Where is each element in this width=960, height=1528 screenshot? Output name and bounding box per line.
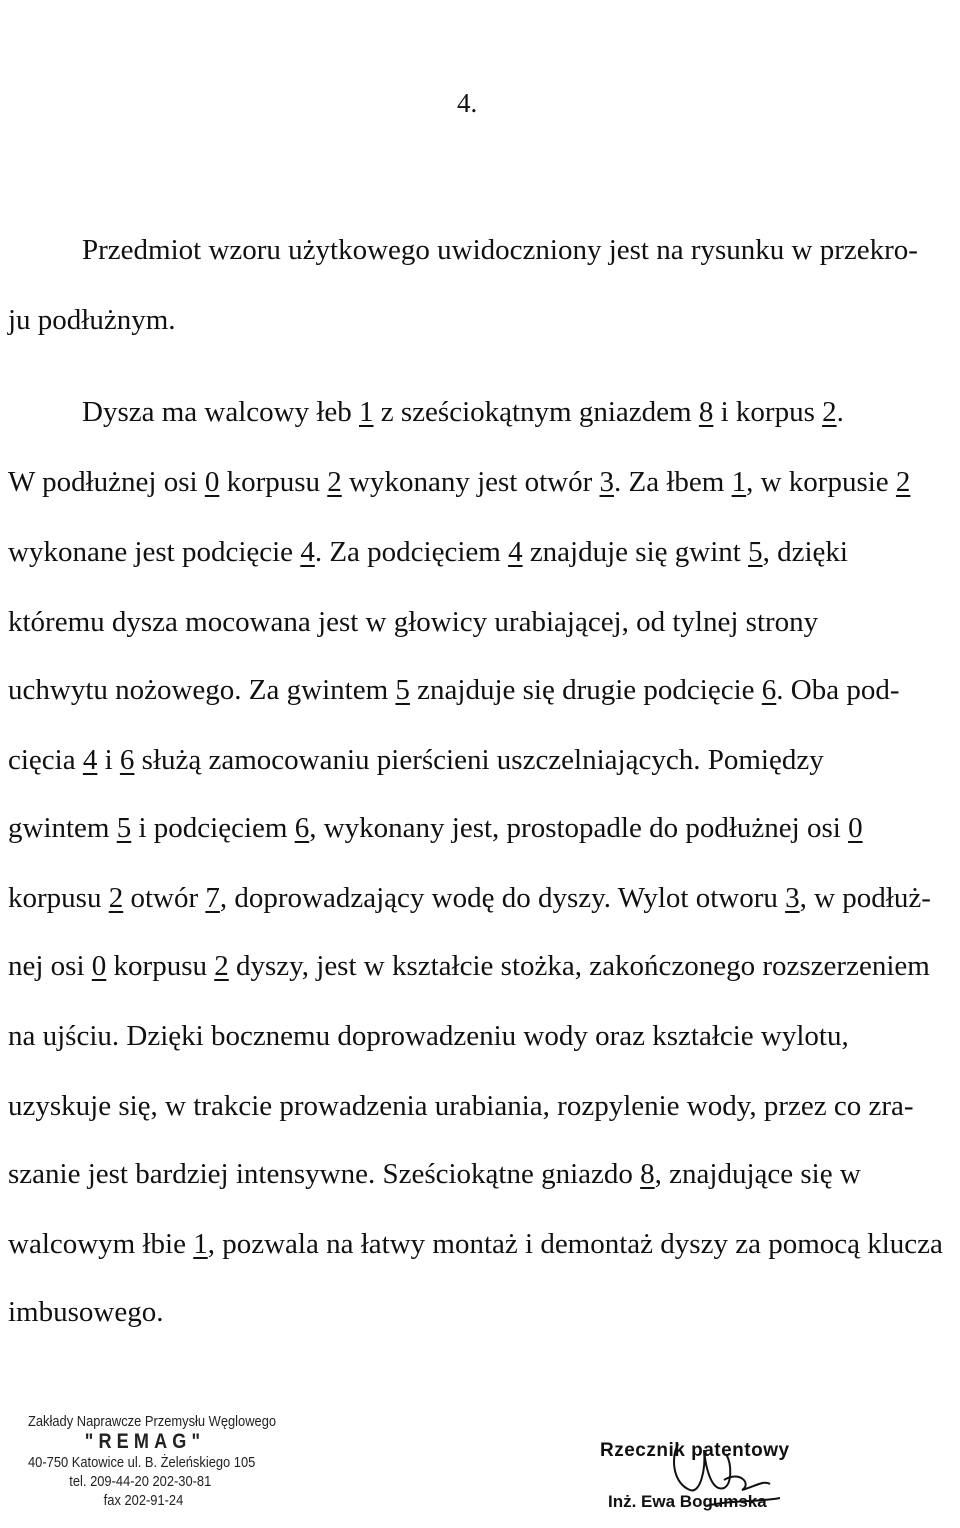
reference-numeral: 0 [848,812,863,844]
reference-numeral: 4 [508,536,523,568]
text-line [8,881,958,915]
stamp-fax: fax 202-91-24 [103,1492,184,1509]
company-stamp [28,1412,286,1510]
text-segment: szanie jest bardziej intensywne. Sześciokątne gniazdo [8,1158,641,1190]
page-number: 4. [457,88,478,118]
text-segment: korpusu [219,466,328,498]
text-segment: , doprowadzający wodę do dyszy. Wylot otworu [219,882,786,914]
stamp-address: 40-750 Katowice ul. B. Żeleńskiego 105 [28,1454,256,1471]
reference-numeral: 6 [294,812,310,844]
reference-numeral: 5 [748,536,763,568]
text-line [8,1089,958,1123]
text-segment: gwintem [8,812,117,844]
reference-numeral: 0 [91,950,107,982]
text-segment: służą zamocowaniu pierścieni uszczelniających. Pomiędzy [134,744,824,776]
text-line [8,1157,958,1191]
text-segment: . Za podcięciem [314,536,509,568]
text-segment: i korpus [713,396,823,428]
reference-numeral: 0 [204,466,220,498]
reference-numeral: 2 [327,466,342,498]
text-segment: z sześciokątnym gniazdem [373,396,699,428]
text-segment: otwór [123,882,206,914]
text-line [8,949,958,983]
reference-numeral: 1 [359,396,374,428]
text-segment: któremu dysza mocowana jest w głowicy urabiającej, od tylnej strony [8,606,819,638]
attorney-role: Rzecznik patentowy [600,1440,790,1461]
reference-numeral: 3 [599,466,615,498]
stamp-phone: tel. 209-44-20 202-30-81 [69,1473,212,1490]
text-line [8,743,958,777]
text-segment: dyszy, jest w kształcie stożka, zakończonego rozszerzeniem [228,950,930,982]
reference-numeral: 5 [395,674,410,706]
text-segment: , pozwala na łatwy montaż i demontaż dyszy za pomocą klucza [207,1228,943,1260]
text-segment: , wykonany jest, prostopadle do podłużnej osi [309,812,849,844]
text-segment: cięcia [8,744,83,776]
reference-numeral: 1 [731,466,747,498]
text-segment: , w korpusie [746,466,896,498]
text-segment: , dzięki [762,536,848,568]
reference-numeral: 3 [785,882,800,914]
text-line [8,465,958,499]
reference-numeral: 2 [214,950,229,982]
reference-numeral: 7 [205,882,220,914]
text-line [8,1295,958,1329]
text-line [82,395,958,429]
text-line [8,811,958,845]
stamp-brand: "REMAG" [84,1430,206,1453]
reference-numeral: 6 [761,674,777,706]
reference-numeral: 5 [116,812,132,844]
text-segment: i podcięciem [131,812,295,844]
text-segment: korpusu [106,950,215,982]
attorney-name: Inż. Ewa Bogumska [608,1492,767,1511]
text-segment: uchwytu nożowego. Za gwintem [8,674,396,706]
reference-numeral: 1 [193,1228,208,1260]
text-line [8,535,958,569]
text-segment: , znajdujące się w [654,1158,861,1190]
reference-numeral: 8 [698,396,714,428]
reference-numeral: 2 [822,396,837,428]
reference-numeral: 6 [119,744,135,776]
reference-numeral: 4 [300,536,315,568]
text-segment: . Oba pod- [776,674,900,706]
text-segment: W podłużnej osi [8,466,205,498]
reference-numeral: 8 [640,1158,655,1190]
text-segment: wykonane jest podcięcie [8,536,301,568]
text-segment: i [97,744,120,776]
text-segment: nej osi [8,950,92,982]
text-line [8,673,958,707]
text-segment: uzyskuje się, w trakcie prowadzenia urabiania, rozpylenie wody, przez co zra- [8,1090,914,1122]
text-segment: na ujściu. Dzięki bocznemu doprowadzeniu wody oraz kształcie wylotu, [8,1020,849,1052]
text-segment: . Za łbem [614,466,732,498]
text-line [8,605,958,639]
text-line [8,1019,958,1053]
stamp-company-name: Zakłady Naprawcze Przemysłu Węglowego [28,1413,277,1430]
patent-attorney-signature-block [600,1440,840,1526]
text-segment: , w podłuż- [799,882,931,914]
text-segment: wykonany jest otwór [341,466,600,498]
reference-numeral: 2 [108,882,124,914]
text-segment: Dysza ma walcowy łeb [82,396,360,428]
reference-numeral: 2 [895,466,911,498]
text-segment: . [836,396,844,428]
text-segment: korpusu [8,882,109,914]
text-line [8,1227,958,1261]
text-line: ju podłużnym. [8,304,176,336]
text-segment: znajduje się drugie podcięcie [409,674,762,706]
text-line: Przedmiot wzoru użytkowego uwidoczniony jest na rysunku w przekro- [82,234,918,266]
reference-numeral: 4 [82,744,98,776]
text-segment: walcowym łbie [8,1228,194,1260]
text-segment: znajduje się gwint [522,536,749,568]
text-segment: imbusowego. [8,1296,164,1328]
